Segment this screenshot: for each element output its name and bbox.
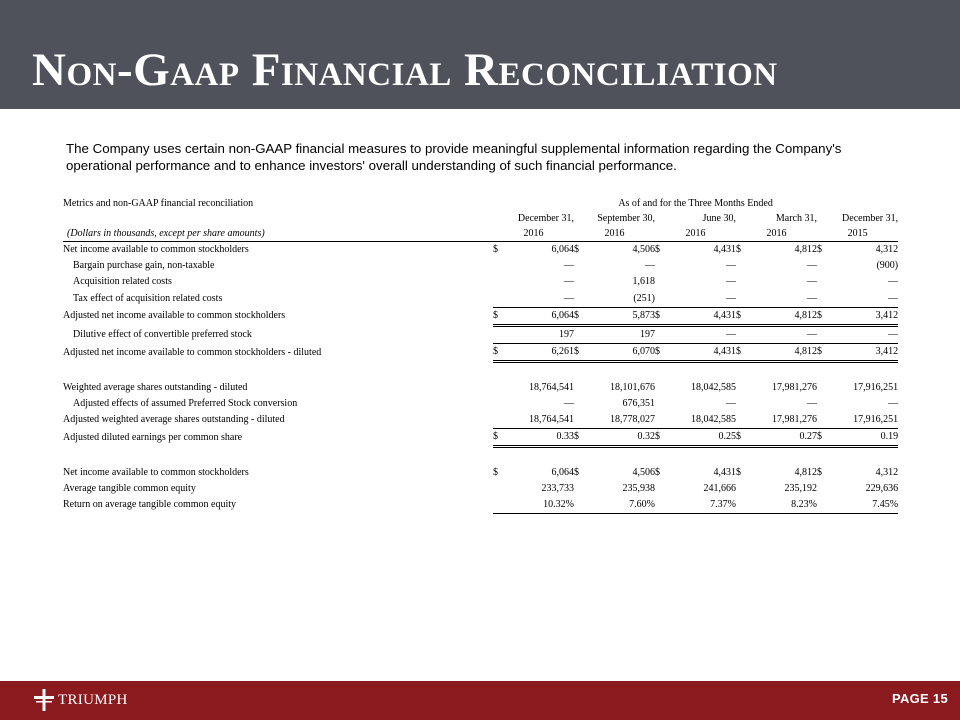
cross-logo-icon <box>34 689 54 711</box>
value-cell: 4,431 <box>713 466 736 478</box>
currency-symbol <box>817 274 827 290</box>
currency-symbol <box>574 291 584 308</box>
value-cell: 4,506 <box>632 466 655 478</box>
currency-symbol: $ <box>736 244 741 255</box>
value-cell: — <box>746 291 817 308</box>
row-label: Adjusted net income available to common stockholders - diluted <box>63 346 322 358</box>
currency-symbol <box>817 412 827 429</box>
value-cell: — <box>665 291 736 308</box>
row-label: Net income available to common stockholders <box>63 244 249 255</box>
col-date: June 30, <box>702 213 736 224</box>
value-cell: — <box>564 276 574 288</box>
value-cell: 3,412 <box>827 344 898 362</box>
value-cell: 0.19 <box>827 429 898 447</box>
table-row <box>63 344 898 362</box>
table-row <box>63 380 898 396</box>
currency-symbol: $ <box>493 429 503 447</box>
row-label: Adjusted effects of assumed Preferred Stock conversion <box>73 397 298 409</box>
currency-symbol <box>817 481 827 497</box>
currency-symbol <box>655 258 665 274</box>
currency-symbol <box>736 291 746 308</box>
value-cell: 3,412 <box>827 307 898 325</box>
currency-symbol: $ <box>493 307 503 325</box>
currency-symbol: $ <box>574 429 584 447</box>
table-row <box>63 258 898 274</box>
value-cell: 0.27 <box>746 429 817 447</box>
value-cell: 6,064 <box>503 307 574 325</box>
col-date: September 30, <box>597 213 655 224</box>
col-year: 2016 <box>493 226 574 242</box>
currency-symbol <box>655 396 665 412</box>
col-year: 2015 <box>817 226 898 242</box>
currency-symbol: $ <box>574 307 584 325</box>
value-cell: 17,916,251 <box>853 381 899 393</box>
value-cell: 10.32% <box>503 497 574 514</box>
row-label: Net income available to common stockholders <box>63 466 249 478</box>
value-cell: 18,101,676 <box>610 381 655 393</box>
currency-symbol <box>736 481 746 497</box>
value-cell: 18,042,585 <box>665 412 736 429</box>
table-title: Metrics and non-GAAP financial reconciliation <box>63 198 254 209</box>
logo-text: TRIUMPH <box>58 691 128 708</box>
currency-symbol: $ <box>817 344 827 362</box>
row-label: Bargain purchase gain, non-taxable <box>73 260 215 272</box>
table-row <box>63 274 898 290</box>
value-cell: 1,618 <box>632 276 655 288</box>
value-cell: 4,812 <box>746 344 817 362</box>
value-cell: 4,812 <box>746 307 817 325</box>
value-cell: 4,431 <box>665 344 736 362</box>
currency-symbol <box>574 481 584 497</box>
currency-symbol <box>736 326 746 344</box>
value-cell: 0.33 <box>503 429 574 447</box>
currency-symbol <box>736 412 746 429</box>
currency-symbol <box>493 497 503 514</box>
value-cell: 197 <box>503 326 574 344</box>
value-cell: 7.45% <box>827 497 898 514</box>
currency-symbol <box>655 481 665 497</box>
table-row <box>63 326 898 344</box>
page-title: Non-Gaap Financial Reconciliation <box>32 44 778 96</box>
col-year: 2016 <box>574 226 655 242</box>
table-row <box>63 481 898 497</box>
currency-symbol <box>493 380 503 396</box>
value-cell: 235,938 <box>622 482 655 494</box>
table-row <box>63 307 898 325</box>
currency-symbol <box>817 497 827 514</box>
value-cell: 233,733 <box>541 482 574 494</box>
currency-symbol <box>574 326 584 344</box>
currency-symbol: $ <box>817 307 827 325</box>
value-cell: — <box>888 397 899 409</box>
currency-symbol <box>736 380 746 396</box>
value-cell: 197 <box>584 326 655 344</box>
currency-symbol <box>655 412 665 429</box>
value-cell: 235,192 <box>784 482 817 494</box>
currency-symbol <box>493 258 503 274</box>
value-cell: — <box>746 326 817 344</box>
value-cell: — <box>726 397 736 409</box>
currency-symbol <box>493 326 503 344</box>
value-cell: 7.60% <box>584 497 655 514</box>
currency-symbol <box>493 481 503 497</box>
value-cell: — <box>827 291 898 308</box>
currency-symbol: $ <box>493 466 498 478</box>
table-row <box>63 429 898 447</box>
row-label: Dilutive effect of convertible preferred stock <box>73 328 252 340</box>
footer-bar <box>0 681 960 720</box>
currency-symbol <box>736 258 746 274</box>
table-row <box>63 242 898 259</box>
col-date: March 31, <box>775 213 817 224</box>
currency-symbol: $ <box>655 307 665 325</box>
value-cell: 4,312 <box>875 244 899 255</box>
row-label: Weighted average shares outstanding - diluted <box>63 381 248 393</box>
value-cell: 6,261 <box>503 344 574 362</box>
group-header: As of and for the Three Months Ended <box>618 198 773 209</box>
value-cell: — <box>726 260 736 272</box>
value-cell: 4,431 <box>665 307 736 325</box>
currency-symbol: $ <box>574 244 579 255</box>
currency-symbol: $ <box>655 244 660 255</box>
row-label: Average tangible common equity <box>63 482 196 494</box>
currency-symbol: $ <box>493 344 503 362</box>
value-cell: — <box>726 276 736 288</box>
value-cell: 4,431 <box>713 244 736 255</box>
currency-symbol: $ <box>655 429 665 447</box>
currency-symbol <box>493 274 503 290</box>
value-cell: — <box>564 260 574 272</box>
table-row <box>63 412 898 429</box>
value-cell: 18,778,027 <box>584 412 655 429</box>
row-label: Acquisition related costs <box>73 276 172 288</box>
currency-symbol <box>817 380 827 396</box>
page-number: PAGE 15 <box>891 691 948 706</box>
value-cell: 17,981,276 <box>746 412 817 429</box>
row-label: Adjusted diluted earnings per common share <box>63 431 243 443</box>
currency-symbol <box>655 380 665 396</box>
col-date: December 31, <box>842 213 899 224</box>
currency-symbol <box>574 258 584 274</box>
currency-symbol <box>493 412 503 429</box>
value-cell: 6,064 <box>551 466 574 478</box>
value-cell: — <box>503 291 574 308</box>
table-row <box>63 465 898 481</box>
value-cell: 6,064 <box>551 244 574 255</box>
col-year: 2016 <box>655 226 736 242</box>
value-cell: — <box>645 260 655 272</box>
currency-symbol <box>736 497 746 514</box>
currency-symbol <box>817 396 827 412</box>
value-cell: 4,312 <box>875 466 899 478</box>
value-cell: 4,812 <box>794 466 817 478</box>
value-cell: — <box>665 326 736 344</box>
units-note: (Dollars in thousands, except per share amounts) <box>63 226 493 242</box>
value-cell: (251) <box>584 291 655 308</box>
currency-symbol <box>574 497 584 514</box>
currency-symbol <box>817 291 827 308</box>
currency-symbol: $ <box>736 429 746 447</box>
currency-symbol <box>655 291 665 308</box>
value-cell: — <box>888 276 899 288</box>
value-cell: — <box>807 260 817 272</box>
currency-symbol <box>655 497 665 514</box>
value-cell: 18,042,585 <box>691 381 736 393</box>
table-row <box>63 291 898 308</box>
value-cell: — <box>807 397 817 409</box>
currency-symbol: $ <box>817 466 822 478</box>
table-row <box>63 396 898 412</box>
currency-symbol <box>736 274 746 290</box>
value-cell: 0.25 <box>665 429 736 447</box>
intro-paragraph: The Company uses certain non-GAAP financial measures to provide meaningful supplemental information regarding the Company's operational performance and to enhance investors' overall understanding of such financial performance. <box>66 141 842 173</box>
currency-symbol: $ <box>574 344 584 362</box>
value-cell: 4,506 <box>632 244 655 255</box>
currency-symbol: $ <box>736 344 746 362</box>
value-cell: (900) <box>876 260 899 272</box>
col-date: December 31, <box>517 213 574 224</box>
currency-symbol: $ <box>655 344 665 362</box>
currency-symbol <box>574 396 584 412</box>
currency-symbol <box>817 326 827 344</box>
value-cell: 229,636 <box>865 482 899 494</box>
currency-symbol: $ <box>655 466 660 478</box>
currency-symbol <box>736 396 746 412</box>
value-cell: 17,916,251 <box>827 412 898 429</box>
currency-symbol: $ <box>817 244 822 255</box>
currency-symbol: $ <box>736 466 741 478</box>
currency-symbol: $ <box>817 429 827 447</box>
value-cell: 18,764,541 <box>503 412 574 429</box>
row-label: Adjusted net income available to common stockholders <box>63 310 286 322</box>
currency-symbol <box>493 396 503 412</box>
value-cell: — <box>827 326 898 344</box>
currency-symbol <box>655 326 665 344</box>
value-cell: 676,351 <box>622 397 655 409</box>
currency-symbol: $ <box>493 244 498 255</box>
table-row <box>63 497 898 514</box>
currency-symbol <box>817 258 827 274</box>
triumph-logo <box>34 689 128 711</box>
row-label: Return on average tangible common equity <box>63 499 237 511</box>
reconciliation-table <box>63 196 898 514</box>
currency-symbol <box>574 380 584 396</box>
currency-symbol <box>493 291 503 308</box>
currency-symbol: $ <box>736 307 746 325</box>
value-cell: — <box>564 397 574 409</box>
value-cell: 8.23% <box>746 497 817 514</box>
value-cell: 0.32 <box>584 429 655 447</box>
value-cell: 6,070 <box>584 344 655 362</box>
row-label: Tax effect of acquisition related costs <box>73 292 223 304</box>
value-cell: — <box>807 276 817 288</box>
row-label: Adjusted weighted average shares outstanding - diluted <box>63 414 285 426</box>
value-cell: 17,981,276 <box>772 381 817 393</box>
currency-symbol <box>655 274 665 290</box>
col-year: 2016 <box>736 226 817 242</box>
currency-symbol <box>574 274 584 290</box>
value-cell: 5,873 <box>584 307 655 325</box>
value-cell: 241,666 <box>703 482 736 494</box>
currency-symbol: $ <box>574 466 579 478</box>
value-cell: 18,764,541 <box>529 381 574 393</box>
value-cell: 7.37% <box>665 497 736 514</box>
value-cell: 4,812 <box>794 244 817 255</box>
currency-symbol <box>574 412 584 429</box>
